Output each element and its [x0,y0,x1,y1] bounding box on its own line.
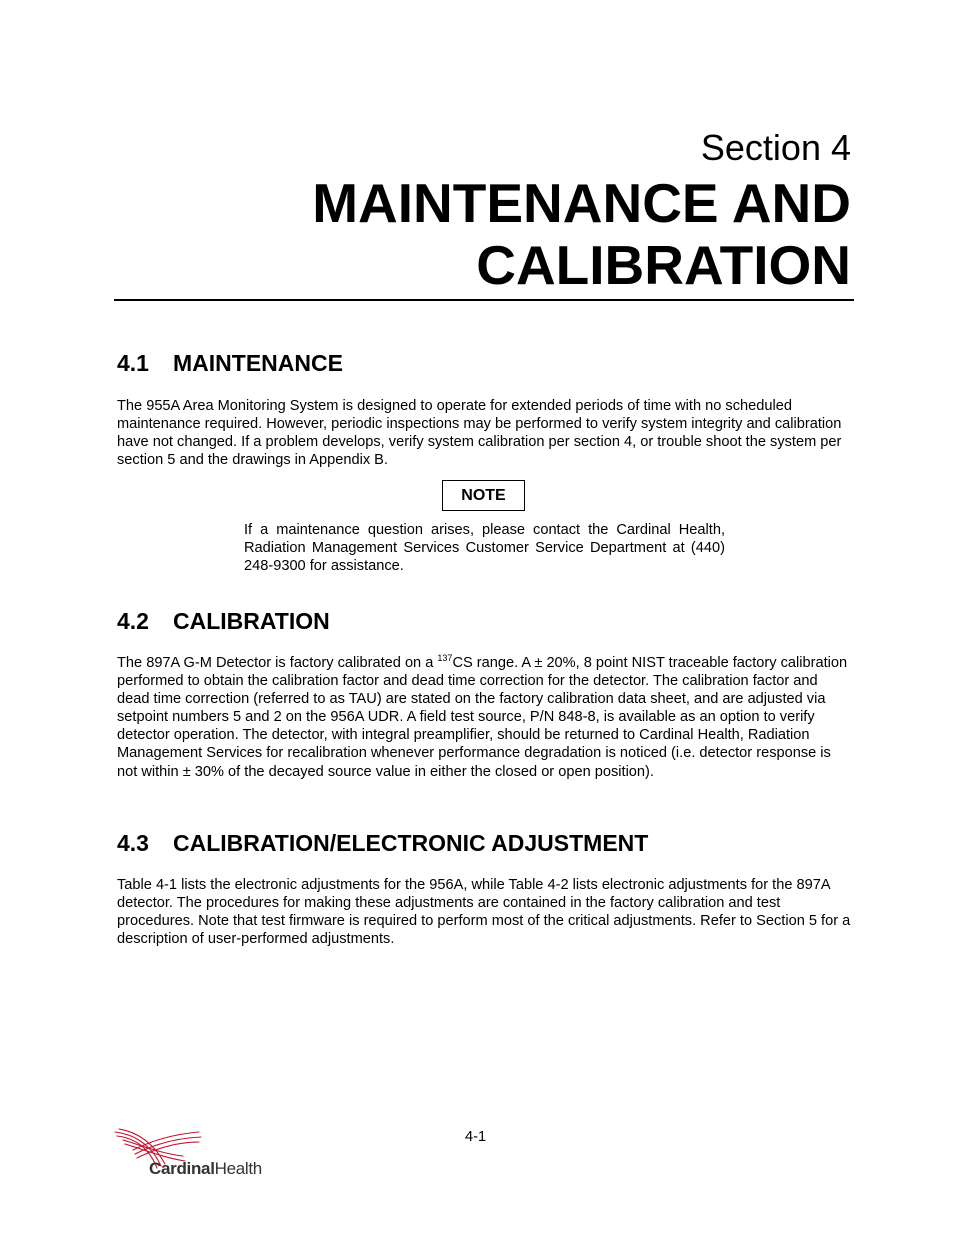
cardinal-health-logo [113,1126,273,1186]
heading-number: 4.3 [117,830,149,856]
paragraph-calibration-post: CS range. A ± 20%, 8 point NIST traceable factory calibration performed to obtain the calibration factor and dead time correction for the detector. The calibration factor and dead time correction (referred to as TAU) are stated on the factory calibration data sheet, and are adjusted via setpoint numbers 5 and 2 on the 956A UDR. A field test source, P/N 848-8, is available as an option to verify detector operation. The detector, with integral preamplifier, should be returned to Cardinal Health, Radiation Management Services for recalibration whenever performance degradation is noticed (i.e. detector response is not within ± 30% of the decayed source value in either the closed or open position). [117,655,848,780]
heading-electronic-adjustment [117,829,648,857]
title-rule [114,299,854,301]
chapter-title [111,172,851,296]
note-label: NOTE [442,480,525,511]
heading-calibration [117,607,330,635]
page-number: 4-1 [465,1129,487,1145]
heading-text: CALIBRATION [173,608,330,634]
logo-word-cardinal: Cardinal [149,1159,215,1178]
chapter-title-line-1: MAINTENANCE AND [312,172,851,234]
isotope-superscript: 137 [437,653,453,663]
paragraph-calibration [117,654,854,781]
heading-text: CALIBRATION/ELECTRONIC ADJUSTMENT [173,830,649,856]
section-label: Section 4 [700,127,851,168]
heading-maintenance [117,349,343,377]
logo-wordmark [149,1159,262,1179]
paragraph-electronic-adjustment: Table 4-1 lists the electronic adjustments for the 956A, while Table 4-2 lists electronic adjustments for the 897A detector. The procedures for making these adjustments are contained in the factory calibration and test procedures. Note that test firmware is required to perform most of the critical adjustments. Refer to Section 5 for a description of user-performed adjustments. [117,877,851,948]
note-text: If a maintenance question arises, please contact the Cardinal Health, Radiation Management Services Customer Service Department at (440) 248-9300 for assistance. [244,522,725,575]
chapter-title-line-2: CALIBRATION [476,234,851,296]
heading-text: MAINTENANCE [173,350,343,376]
paragraph-maintenance: The 955A Area Monitoring System is designed to operate for extended periods of time with no scheduled maintenance required. However, periodic inspections may be performed to verify system integrity and calibration have not changed. If a problem develops, verify system calibration per section 4, or trouble shoot the system per section 5 and the drawings in Appendix B. [117,398,842,469]
heading-number: 4.2 [117,608,149,634]
paragraph-calibration-pre: The 897A G-M Detector is factory calibrated on a [117,655,438,671]
heading-number: 4.1 [117,350,149,376]
logo-word-health: Health [214,1159,262,1178]
